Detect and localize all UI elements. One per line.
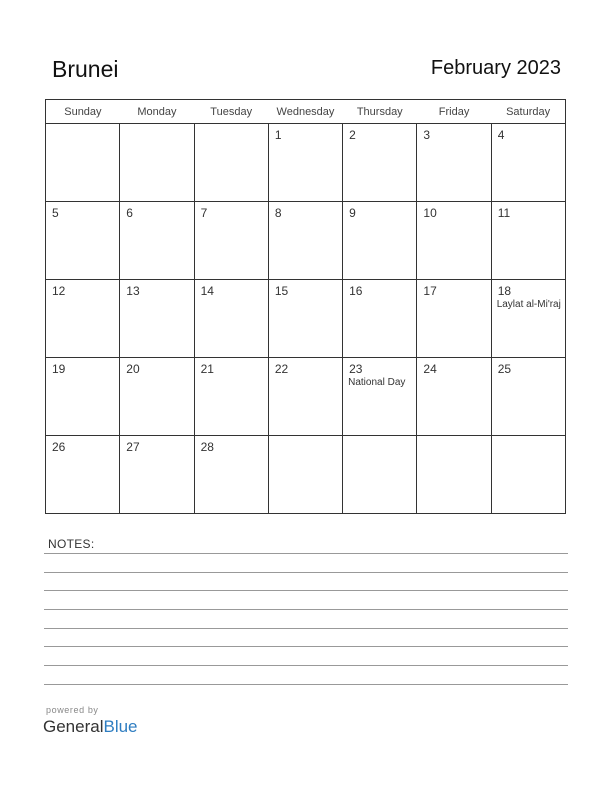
day-cell	[417, 202, 491, 280]
note-line	[44, 628, 568, 629]
day-cell	[46, 202, 120, 280]
week-row	[46, 202, 566, 280]
day-number: 6	[126, 206, 133, 220]
day-cell	[491, 124, 565, 202]
powered-by-text: powered by	[46, 705, 99, 715]
holiday-label: Laylat al-Mi'raj	[496, 299, 561, 310]
note-line	[44, 572, 568, 573]
day-number: 27	[126, 440, 140, 454]
calendar-grid	[45, 99, 566, 514]
day-number: 4	[497, 128, 505, 142]
day-cell	[491, 436, 565, 514]
day-number: 22	[274, 362, 289, 376]
day-cell	[268, 436, 342, 514]
day-cell	[46, 436, 120, 514]
weekday-wednesday: Wednesday	[268, 100, 342, 124]
week-row	[46, 358, 566, 436]
day-cell	[417, 358, 491, 436]
day-cell	[268, 280, 342, 358]
note-line	[44, 665, 568, 666]
day-number: 24	[423, 362, 437, 376]
generalblue-logo	[43, 717, 138, 737]
day-cell	[120, 124, 194, 202]
day-number: 7	[200, 206, 208, 220]
day-cell	[194, 280, 268, 358]
country-title: Brunei	[52, 56, 119, 82]
day-cell	[491, 202, 565, 280]
day-number: 21	[200, 362, 214, 376]
day-number: 18	[497, 284, 512, 298]
week-row	[46, 280, 566, 358]
day-number: 5	[52, 206, 59, 220]
day-cell	[120, 358, 194, 436]
weekday-sunday: Sunday	[46, 100, 120, 124]
day-cell	[120, 436, 194, 514]
day-cell	[491, 358, 565, 436]
month-title: February 2023	[430, 57, 561, 79]
note-line	[44, 646, 568, 647]
day-cell	[46, 124, 120, 202]
day-cell	[268, 358, 342, 436]
day-cell	[491, 280, 565, 358]
week-row	[46, 436, 566, 514]
day-number: 12	[52, 284, 66, 298]
brand-general: General	[43, 717, 104, 736]
day-cell	[194, 202, 268, 280]
holiday-label: National Day	[348, 377, 406, 388]
day-number: 2	[349, 128, 356, 142]
day-cell	[343, 436, 417, 514]
day-cell	[194, 124, 268, 202]
day-number: 11	[497, 206, 511, 220]
note-line	[44, 590, 568, 591]
day-number: 8	[274, 206, 282, 220]
day-number: 23	[349, 362, 363, 376]
brand-blue: Blue	[103, 717, 138, 736]
day-number: 28	[200, 440, 214, 454]
day-number: 19	[52, 362, 66, 376]
note-line	[44, 609, 568, 610]
note-line	[44, 553, 568, 554]
day-cell	[194, 436, 268, 514]
weekday-saturday: Saturday	[491, 100, 565, 124]
note-line	[44, 684, 568, 685]
day-number: 17	[423, 284, 437, 298]
day-number: 26	[52, 440, 66, 454]
day-cell	[343, 202, 417, 280]
day-cell	[417, 436, 491, 514]
day-number: 25	[497, 362, 512, 376]
weekday-header-row	[46, 100, 566, 124]
day-cell	[120, 280, 194, 358]
day-number: 9	[349, 206, 356, 220]
day-number: 14	[200, 284, 214, 298]
weekday-friday: Friday	[417, 100, 491, 124]
day-cell	[120, 202, 194, 280]
day-cell	[268, 124, 342, 202]
day-number: 1	[274, 128, 282, 142]
weekday-tuesday: Tuesday	[194, 100, 268, 124]
week-row	[46, 124, 566, 202]
weekday-monday: Monday	[120, 100, 194, 124]
day-cell	[46, 280, 120, 358]
day-cell	[268, 202, 342, 280]
day-number: 16	[349, 284, 363, 298]
weekday-thursday: Thursday	[343, 100, 417, 124]
day-cell	[46, 358, 120, 436]
day-number: 10	[423, 206, 437, 220]
day-cell	[417, 124, 491, 202]
day-number: 15	[274, 284, 289, 298]
notes-label: NOTES:	[48, 537, 95, 551]
day-number: 3	[423, 128, 431, 142]
day-cell	[194, 358, 268, 436]
day-number: 13	[126, 284, 140, 298]
day-cell	[343, 358, 417, 436]
day-cell	[343, 124, 417, 202]
day-number: 20	[126, 362, 140, 376]
day-cell	[417, 280, 491, 358]
day-cell	[343, 280, 417, 358]
